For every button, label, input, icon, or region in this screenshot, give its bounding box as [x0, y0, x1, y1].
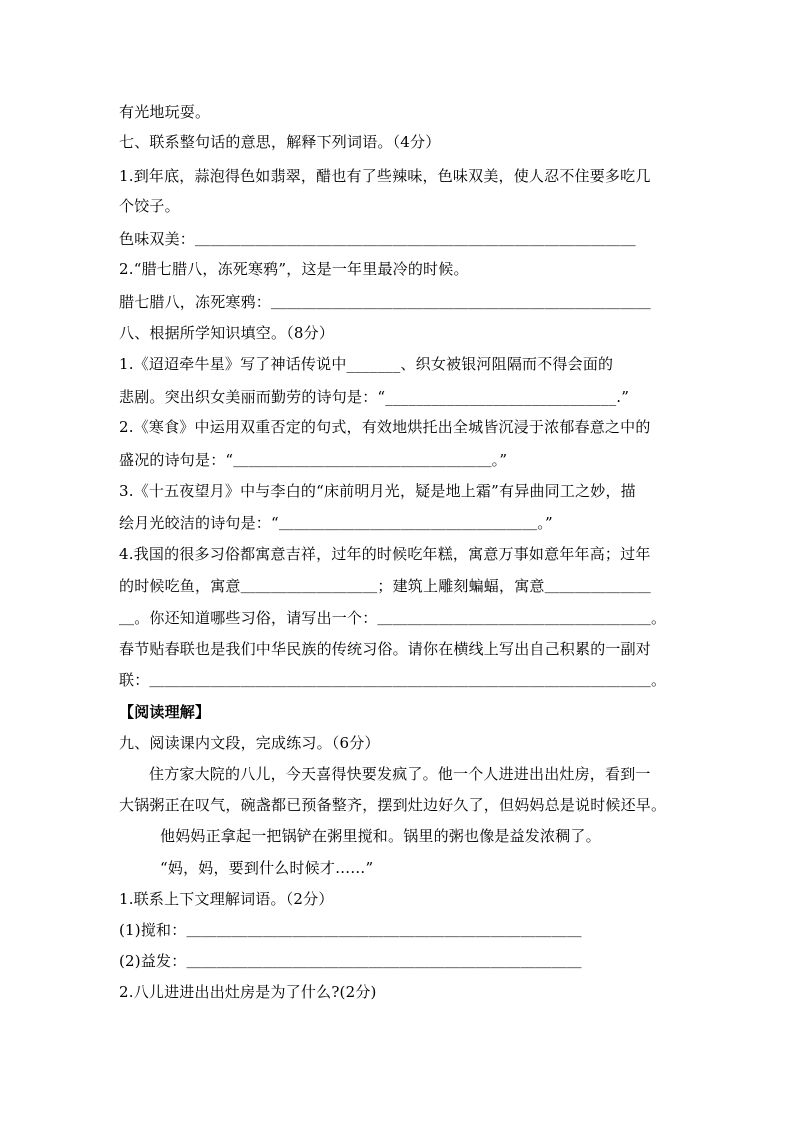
text-line: 个饺子。	[119, 197, 180, 215]
question-8-2: 2.《寒食》中运用双重否定的句式，有效地烘托出全城皆沉浸于浓郁春意之中的	[119, 418, 651, 436]
answer-blank-line: 腊七腊八，冻死寒鸦：＿＿＿＿＿＿＿＿＿＿＿＿＿＿＿＿＿＿＿＿＿＿＿＿＿	[119, 293, 652, 311]
answer-blank-line: 色味双美：＿＿＿＿＿＿＿＿＿＿＿＿＿＿＿＿＿＿＿＿＿＿＿＿＿＿＿＿＿	[119, 230, 636, 248]
passage-paragraph: 住方家大院的八儿，今天喜得快要发疯了。他一个人进进出出灶房，看到一	[149, 765, 651, 783]
text-line: 大锅粥正在叹气，碗盏都已预备整齐，摆到灶边好久了，但妈妈总是说时候还早。	[119, 796, 667, 814]
question-8-1: 1.《迢迢牵牛星》写了神话传说中_______、织女被银河阻隔而不得会面的	[119, 355, 614, 373]
text-line: ＿。你还知道哪些习俗，请写出一个：＿＿＿＿＿＿＿＿＿＿＿＿＿＿＿＿＿＿。	[119, 609, 667, 627]
section-heading-8: 八、根据所学知识填空。（8分）	[119, 324, 335, 342]
text-line: 的时候吃鱼，寓意＿＿＿＿＿＿＿＿＿；建筑上雕刻蝙蝠，寓意＿＿＿＿＿＿＿	[119, 577, 652, 595]
text-line: 春节贴春联也是我们中华民族的传统习俗。请你在横线上写出自己积累的一副对	[119, 640, 652, 658]
reading-section-heading: 【阅读理解】	[119, 703, 211, 721]
question-9-1: 1.联系上下文理解词语。（2分）	[119, 890, 334, 908]
text-line: 绘月光皎洁的诗句是：“＿＿＿＿＿＿＿＿＿＿＿＿＿＿＿＿＿。”	[119, 514, 553, 532]
passage-paragraph: 他妈妈正拿起一把锅铲在粥里搅和。锅里的粥也像是益发浓稠了。	[160, 827, 601, 845]
passage-dialogue: “妈，妈，要到什么时候才……”	[160, 859, 374, 877]
question-7-1: 1.到年底，蒜泡得色如翡翠，醋也有了些辣味，色味双美，使人忍不住要多吃几	[119, 167, 651, 185]
text-line: 悲剧。突出织女美丽而勤劳的诗句是：“______________________________.”	[119, 388, 630, 406]
answer-blank-line: (2)益发：＿＿＿＿＿＿＿＿＿＿＿＿＿＿＿＿＿＿＿＿＿＿＿＿＿＿	[119, 952, 582, 970]
section-heading-9: 九、阅读课内文段，完成练习。（6分）	[119, 734, 380, 752]
text-line: 有光地玩耍。	[119, 103, 211, 121]
section-heading-7: 七、联系整句话的意思，解释下列词语。（4分）	[119, 133, 441, 151]
text-line: 联：＿＿＿＿＿＿＿＿＿＿＿＿＿＿＿＿＿＿＿＿＿＿＿＿＿＿＿＿＿＿＿＿＿。	[119, 671, 667, 689]
question-9-2: 2.八儿进进出出灶房是为了什么?(2分)	[119, 983, 377, 1001]
answer-blank-line: (1)搅和：＿＿＿＿＿＿＿＿＿＿＿＿＿＿＿＿＿＿＿＿＿＿＿＿＿＿	[119, 921, 582, 939]
question-8-3: 3.《十五夜望月》中与李白的“床前明月光，疑是地上霜”有异曲同工之妙，描	[119, 482, 636, 500]
question-7-2: 2.“腊七腊八，冻死寒鸦”，这是一年里最冷的时候。	[119, 260, 469, 278]
question-8-4: 4.我国的很多习俗都寓意吉祥，过年的时候吃年糕，寓意万事如意年年高；过年	[119, 545, 651, 563]
text-line: 盛况的诗句是：“＿＿＿＿＿＿＿＿＿＿＿＿＿＿＿＿＿。”	[119, 451, 508, 469]
